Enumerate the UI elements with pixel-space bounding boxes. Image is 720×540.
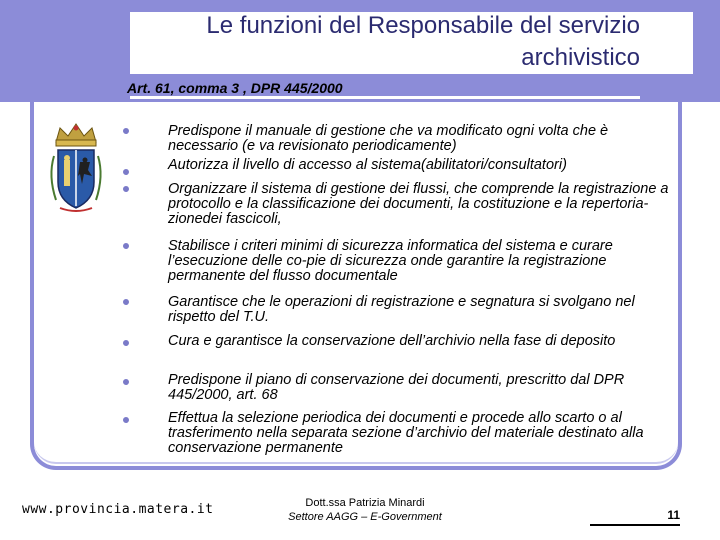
bullet-dot-icon: [123, 379, 129, 385]
bullet-dot-icon: [123, 417, 129, 423]
slide-subtitle: Art. 61, comma 3 , DPR 445/2000: [127, 80, 343, 96]
slide-title-line-1: Le funzioni del Responsabile del servizio: [206, 12, 640, 39]
bullet-dot-icon: [123, 128, 129, 134]
list-item: Predispone il manuale di gestione che va modificato ogni volta che è necessario (e va revisionato periodicamente): [168, 123, 609, 154]
page-number-rule: [590, 524, 680, 526]
footer-author-department: Settore AAGG – E-Government: [288, 511, 442, 523]
list-item: Stabilisce i criteri minimi di sicurezza informatica del sistema e curare l’esecuzione delle co-pie di sicurezza onde garantire la registrazione permanente del flusso documentale: [168, 238, 613, 284]
list-item: Predispone il piano di conservazione dei documenti, prescritto dal DPR 445/2000, art. 68: [168, 372, 625, 403]
page-number: 11: [667, 508, 680, 522]
footer-author-name: Dott.ssa Patrizia Minardi: [305, 497, 425, 509]
list-item: Effettua la selezione periodica dei documenti e procede allo scarto o al trasferimento nella separata sezione d’archivio del materiale destinato alla conservazione permanente: [168, 410, 644, 456]
footer-author: [260, 496, 470, 524]
bullet-dot-icon: [123, 340, 129, 346]
list-item: Cura e garantisce la conservazione dell’archivio nella fase di deposito: [168, 333, 616, 349]
slide-title: [130, 10, 640, 74]
subtitle-underline: [130, 96, 640, 99]
bullet-dot-icon: [123, 299, 129, 305]
bullet-dot-icon: [123, 243, 129, 249]
list-item: Organizzare il sistema di gestione dei flussi, che comprende la registrazione a protocollo e la classificazione dei documenti, la costituzione e la repertoria-zionedei fascicoli,: [168, 181, 669, 227]
bullet-dot-icon: [123, 169, 129, 175]
slide-title-line-2: archivistico: [521, 44, 640, 71]
list-item: Garantisce che le operazioni di registrazione e segnatura si svolgano nel rispetto del T.U.: [168, 294, 635, 325]
coat-of-arms-icon: [46, 120, 106, 216]
footer-website: www.provincia.matera.it: [22, 502, 214, 517]
bullet-dot-icon: [123, 186, 129, 192]
list-item: Autorizza il livello di accesso al sistema(abilitatori/consultatori): [168, 157, 567, 173]
